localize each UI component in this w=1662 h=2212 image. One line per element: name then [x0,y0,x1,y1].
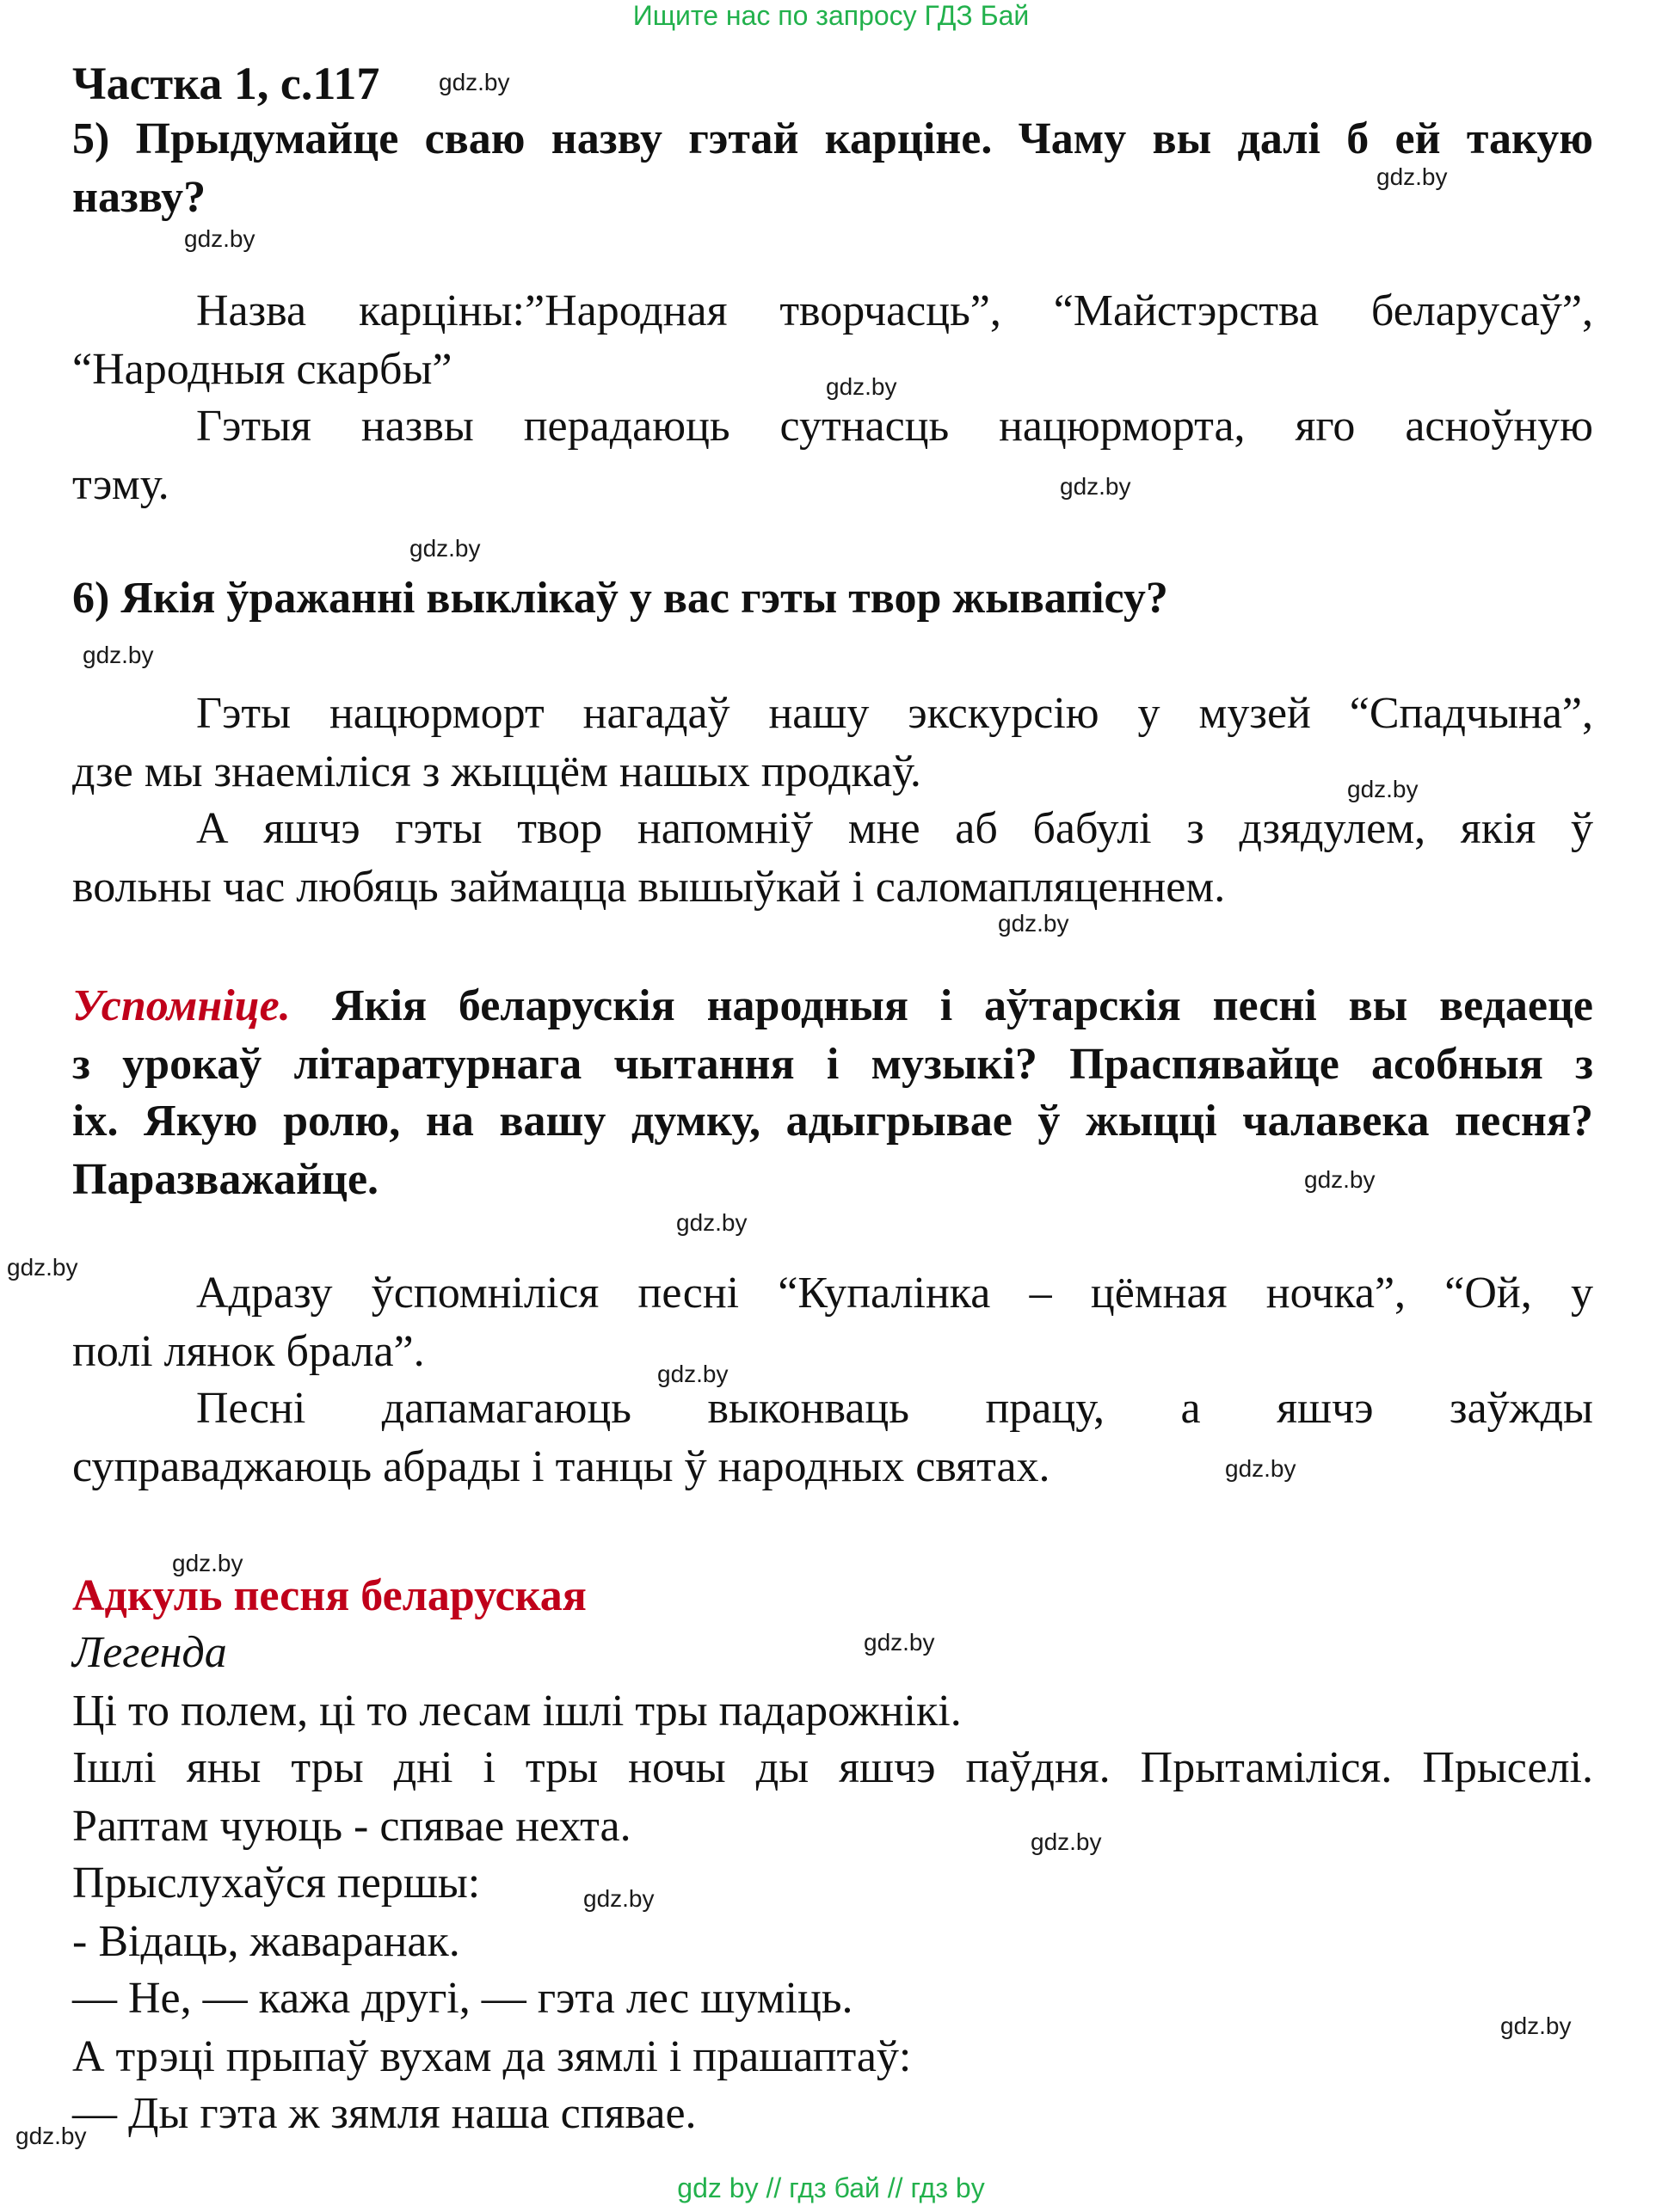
watermark: gdz.by [657,1361,729,1387]
legend-line-8: — Ды гэта ж зямля наша спявае. [72,2089,697,2138]
legend-line-3: Раптам чуюць - спявае нехта. [72,1802,631,1851]
watermark: gdz.by [998,910,1069,937]
legend-line-7: А трэці прыпаў вухам да зямлі і прашаптаў: [72,2032,912,2081]
watermark: gdz.by [1060,473,1131,500]
answer-remember-para-2-line-2: суправаджаюць абрады і танцы ў народных святах. [72,1442,1050,1491]
answer-6-para-2-line-1: А яшчэ гэты твор напомніў мне аб бабулі з дзядулем, якія ў [196,804,1593,853]
watermark: gdz.by [83,642,154,668]
legend-title: Адкуль песня беларуская [72,1571,587,1620]
legend-line-5: - Відаць, жаваранак. [72,1917,460,1966]
remember-line-3: іх. Якую ролю, на вашу думку, адыгрывае ў жыцці чалавека песня? [72,1097,1593,1146]
legend-subtitle: Легенда [72,1628,227,1677]
top-banner: Ищите нас по запросу ГДЗ Бай [632,0,1030,31]
legend-line-2: Ішлі яны тры дні і тры ночы ды яшчэ паўдня. Прытаміліся. Прыселі. [72,1743,1593,1792]
remember-label [72,977,291,1035]
answer-remember-para-2-line-1: Песні дапамагаюць выконваць працу, а яшчэ заўжды [196,1384,1593,1433]
watermark: gdz.by [15,2123,87,2149]
answer-6-para-1-line-1: Гэты нацюрморт нагадаў нашу экскурсію у музей “Спадчына”, [196,689,1593,738]
watermark: gdz.by [826,373,897,400]
answer-5-para-2-line-1: Гэтыя назвы перадаюць сутнасць нацюрморта, яго асноўную [196,402,1593,451]
question-6: 6) Якія ўражанні выклікаў у вас гэты твор жывапісу? [72,574,1168,623]
watermark: gdz.by [1376,163,1448,190]
remember-label-text: Успомніце. [72,981,291,1030]
watermark: gdz.by [1500,2012,1572,2039]
watermark: gdz.by [409,535,481,562]
remember-line-1: Якія беларускія народныя і аўтарскія песні вы ведаеце [332,981,1593,1030]
question-5-line-2: назву? [72,173,206,222]
answer-remember-para-1-line-2: полі лянок брала”. [72,1327,425,1376]
watermark: gdz.by [1225,1455,1296,1482]
watermark: gdz.by [864,1629,935,1656]
watermark: gdz.by [1031,1828,1102,1855]
answer-5-para-1-line-2: “Народныя скарбы” [72,345,452,394]
answer-remember-para-1-line-1: Адразу ўспомніліся песні “Купалінка – цёмная ночка”, “Ой, у [196,1269,1593,1318]
bottom-banner: gdz by // гдз бай // гдз by [677,2172,985,2203]
watermark: gdz.by [184,225,255,252]
answer-6-para-1-line-2: дзе мы знаеміліся з жыццём нашых продкаў. [72,747,921,796]
remember-line-2: з урокаў літаратурнага чытання і музыкі? Праспявайце асобныя з [72,1040,1593,1089]
legend-line-6: — Не, — кажа другі, — гэта лес шуміць. [72,1974,853,2023]
watermark: gdz.by [676,1209,748,1236]
watermark: gdz.by [7,1254,78,1281]
answer-5-para-1-line-1: Назва карціны:”Народная творчасць”, “Майстэрства беларусаў”, [196,286,1593,335]
watermark: gdz.by [172,1550,243,1576]
watermark: gdz.by [1347,776,1419,802]
remember-line-4: Паразважайце. [72,1155,379,1204]
answer-6-para-2-line-2: вольны час любяць займацца вышыўкай і саломапляценнем. [72,863,1226,912]
answer-5-para-2-line-2: тэму. [72,460,169,509]
legend-line-4: Прыслухаўся першы: [72,1859,481,1908]
watermark: gdz.by [1304,1166,1376,1193]
watermark: gdz.by [439,69,510,95]
watermark: gdz.by [583,1885,655,1912]
legend-line-1: Ці то полем, ці то лесам ішлі тры падарожнікі. [72,1687,962,1736]
question-5-line-1: 5) Прыдумайце сваю назву гэтай карціне. Чаму вы далі б ей такую [72,114,1593,163]
page-heading: Частка 1, с.117 [72,58,380,109]
